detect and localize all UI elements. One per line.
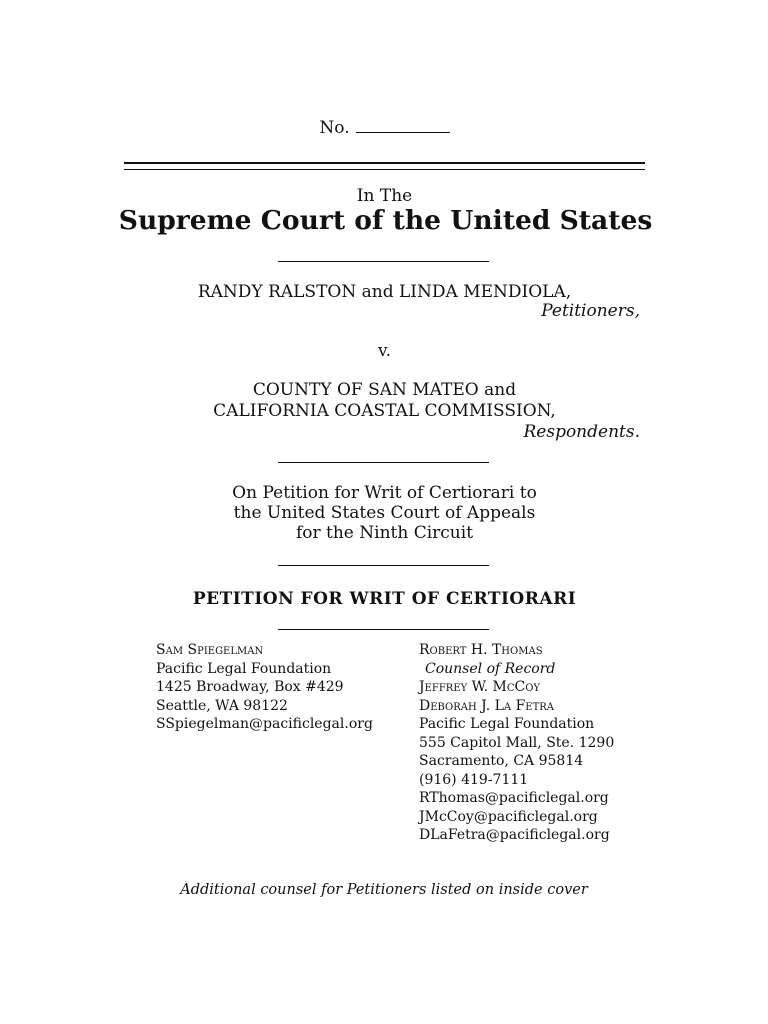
counsel-right-phone: (916) 419-7111: [419, 771, 529, 788]
docket-blank-line: [356, 118, 450, 133]
counsel-left-org: Pacific Legal Foundation: [156, 660, 332, 677]
petitioners-names: RANDY RALSTON and LINDA MENDIOLA,: [197, 282, 572, 302]
versus: v.: [378, 341, 391, 361]
petition-source-line-3: for the Ninth Circuit: [295, 523, 474, 543]
respondents-line-1: COUNTY OF SAN MATEO and: [252, 380, 517, 400]
counsel-left-address-1: 1425 Broadway, Box #429: [156, 679, 344, 695]
counsel-right-email-2: JMcCoy@pacificlegal.org: [419, 808, 598, 825]
petitioners-role: Petitioners,: [541, 301, 640, 321]
counsel-right-name-2: Jeffrey W. McCoy: [419, 679, 541, 695]
respondents-role: Respondents.: [523, 422, 640, 442]
petition-source-line-2: the United States Court of Appeals: [233, 503, 536, 523]
counsel-right-block: [419, 641, 614, 845]
caption-in-the: In The: [356, 186, 413, 206]
counsel-right-org: Pacific Legal Foundation: [419, 716, 595, 732]
counsel-right-name-3: Deborah J. La Fetra: [419, 697, 555, 714]
counsel-right-email-1: RThomas@pacificlegal.org: [419, 790, 609, 806]
additional-counsel-note: Additional counsel for Petitioners listed on inside cover: [180, 882, 588, 898]
double-rule-divider: [124, 162, 645, 170]
docket-number: [124, 118, 645, 138]
section-rule-2: [278, 462, 489, 463]
counsel-left-block: [156, 641, 373, 734]
counsel-left-name: Sam Spiegelman: [156, 642, 264, 658]
document-title: PETITION FOR WRIT OF CERTIORARI: [192, 589, 577, 609]
counsel-right-address-2: Sacramento, CA 95814: [419, 753, 584, 769]
court-name: Supreme Court of the United States: [118, 206, 653, 236]
counsel-right-name-1: Robert H. Thomas: [419, 642, 543, 658]
section-rule-3: [278, 565, 489, 566]
petition-source-line-1: On Petition for Writ of Certiorari to: [232, 483, 537, 503]
counsel-right-address-1: 555 Capitol Mall, Ste. 1290: [419, 734, 615, 751]
section-rule-1: [278, 261, 489, 262]
counsel-right-email-3: DLaFetra@pacificlegal.org: [419, 827, 610, 843]
docket-label: No.: [319, 118, 350, 138]
section-rule-4: [278, 629, 489, 630]
counsel-left-address-2: Seattle, WA 98122: [156, 697, 288, 714]
counsel-of-record-label: Counsel of Record: [425, 660, 556, 677]
counsel-left-email: SSpiegelman@pacificlegal.org: [156, 716, 373, 732]
respondents-line-2: CALIFORNIA COASTAL COMMISSION,: [213, 401, 556, 421]
